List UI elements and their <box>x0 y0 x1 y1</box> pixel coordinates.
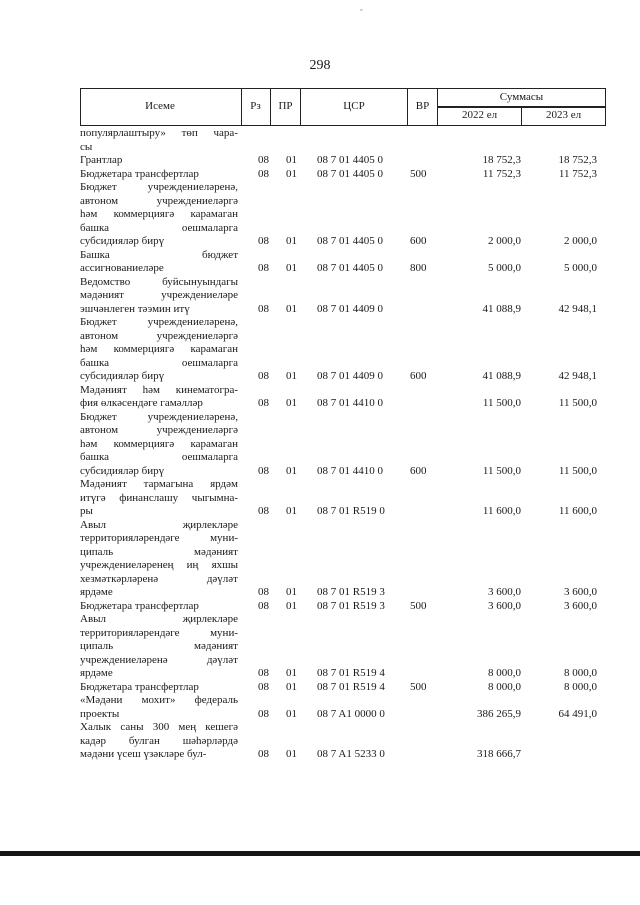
row-sum-2022: 8 000,0 <box>488 667 521 679</box>
row-name-line <box>80 316 238 330</box>
row-rz: 08 <box>258 370 269 382</box>
row-sum-2023: 11 600,0 <box>558 505 597 517</box>
row-name-line <box>80 289 238 303</box>
row-name-word: мең <box>178 721 197 733</box>
row-name-word: Бюджет <box>80 410 117 423</box>
row-vr: 600 <box>410 235 427 247</box>
table-row <box>80 613 606 681</box>
row-name-word: башка <box>80 356 110 369</box>
row-name-line: ры <box>80 505 93 517</box>
table-row <box>80 721 606 762</box>
row-name-line: ярдәме <box>80 586 113 598</box>
row-name-word: мохит» <box>141 694 176 706</box>
table-row <box>80 168 606 182</box>
row-name-word: төп <box>181 127 198 139</box>
row-name-word: тармагына <box>143 478 194 490</box>
row-name <box>80 181 238 249</box>
row-name-word: яхшы <box>211 559 238 571</box>
row-name-word: Бюджет <box>80 316 117 328</box>
row-csr: 08 7 01 R519 3 <box>317 599 385 612</box>
row-name-line: сы <box>80 140 93 153</box>
row-pr: 01 <box>286 505 297 517</box>
row-pr: 01 <box>286 748 297 760</box>
row-csr: 08 7 A1 0000 0 <box>317 707 385 720</box>
row-name-line <box>80 573 238 587</box>
row-name-word: учреждениеләренә, <box>147 316 238 328</box>
row-name-line <box>80 654 238 668</box>
row-rz: 08 <box>258 748 269 760</box>
row-name-word: җирлекләре <box>182 613 238 625</box>
row-name-word: Авыл <box>80 518 107 531</box>
row-pr: 01 <box>286 707 297 720</box>
row-name-word: территорияләрендәге <box>80 626 180 639</box>
row-name-line <box>80 181 238 195</box>
row-name <box>80 276 238 317</box>
table-row <box>80 276 606 317</box>
row-name-line <box>80 127 238 141</box>
row-sum-2022: 3 600,0 <box>488 586 521 598</box>
row-name-word: башка <box>80 451 110 463</box>
row-csr: 08 7 01 R519 4 <box>317 667 385 679</box>
row-name-word: һәм <box>80 343 98 355</box>
row-name-word: 300 <box>152 721 170 733</box>
row-name-word: оешмаларга <box>181 451 238 463</box>
row-name-word: мәдәният <box>80 289 124 301</box>
row-name-word: булган <box>128 734 160 747</box>
row-sum-2023: 3 600,0 <box>564 599 597 612</box>
row-name-word: автоном <box>80 194 119 207</box>
row-rz: 08 <box>258 302 269 315</box>
row-name-line <box>80 451 238 465</box>
row-rz: 08 <box>258 235 269 247</box>
bottom-scan-edge <box>0 851 640 856</box>
row-sum-2023: 5 000,0 <box>564 262 597 274</box>
row-name-word: дәүләт <box>206 653 238 666</box>
row-name-word: шәһәрләрдә <box>182 734 238 747</box>
row-sum-2023: 11 752,3 <box>558 167 597 180</box>
row-sum-2023: 64 491,0 <box>558 707 597 720</box>
row-name-word: дәүләт <box>206 572 238 585</box>
row-name-line: субсидияләр бирү <box>80 370 165 382</box>
row-pr: 01 <box>286 154 297 166</box>
row-name-word: итүгә <box>80 491 106 504</box>
row-pr: 01 <box>286 397 297 409</box>
row-name-word: Халык <box>80 721 112 733</box>
row-name-line <box>80 222 238 236</box>
row-name-word: автоном <box>80 329 119 342</box>
row-csr: 08 7 01 4405 0 <box>317 167 383 180</box>
row-name-word: оешмаларга <box>181 221 238 234</box>
row-vr: 500 <box>410 599 427 612</box>
row-name-line <box>80 343 238 357</box>
row-csr: 08 7 01 4409 0 <box>317 302 383 315</box>
table-row <box>80 127 606 154</box>
table-row <box>80 478 606 519</box>
row-sum-2023: 11 500,0 <box>558 397 597 409</box>
row-sum-2022: 11 752,3 <box>482 167 521 180</box>
row-name-line <box>80 478 238 492</box>
row-name-line <box>80 276 238 290</box>
table-row <box>80 600 606 614</box>
row-sum-2023: 8 000,0 <box>564 667 597 679</box>
row-name-word: ярдәм <box>210 478 238 490</box>
row-name-word: Ведомство <box>80 275 131 288</box>
table-row <box>80 154 606 168</box>
row-name-line <box>80 735 238 749</box>
row-rz: 08 <box>258 505 269 517</box>
row-name-word: учреждениеләргә <box>156 424 238 436</box>
header-csr: ЦСР <box>343 100 365 112</box>
row-rz: 08 <box>258 397 269 409</box>
table-row <box>80 694 606 721</box>
row-name-line <box>80 492 238 506</box>
row-rz: 08 <box>258 667 269 679</box>
row-sum-2023: 42 948,1 <box>558 302 597 315</box>
row-name <box>80 154 238 168</box>
row-name-word: һәм <box>142 383 160 396</box>
row-name-word: бюджет <box>202 248 238 261</box>
row-name-line <box>80 694 238 708</box>
row-csr: 08 7 01 R519 3 <box>317 586 385 598</box>
row-name <box>80 478 238 519</box>
header-vr: ВР <box>415 100 430 112</box>
table-row <box>80 519 606 600</box>
row-name-line: Бюджетара трансфертлар <box>80 167 199 180</box>
row-name-word: территорияләрендәге <box>80 532 180 544</box>
row-sum-2022: 11 500,0 <box>482 464 521 477</box>
header-name: Исеме <box>145 100 175 112</box>
row-sum-2022: 11 500,0 <box>482 397 521 409</box>
row-rz: 08 <box>258 464 269 477</box>
row-name-word: мәдәният <box>194 640 238 652</box>
row-name-line <box>80 640 238 654</box>
row-pr: 01 <box>286 599 297 612</box>
row-csr: 08 7 01 4405 0 <box>317 235 383 247</box>
row-name-line: субсидияләр бирү <box>80 235 165 247</box>
row-csr: 08 7 01 4410 0 <box>317 397 383 409</box>
row-name-line: Бюджетара трансфертлар <box>80 599 199 612</box>
row-name-line <box>80 721 238 735</box>
row-name-line <box>80 559 238 573</box>
row-sum-2022: 2 000,0 <box>488 235 521 247</box>
table-row <box>80 411 606 479</box>
row-rz: 08 <box>258 707 269 720</box>
row-vr: 500 <box>410 680 427 693</box>
table-header <box>80 88 606 126</box>
row-name-line <box>80 411 238 425</box>
table-row <box>80 316 606 384</box>
row-name-line <box>80 546 238 560</box>
row-name-word: һәм <box>80 437 98 450</box>
row-sum-2022: 8 000,0 <box>488 680 521 693</box>
row-sum-2022: 11 600,0 <box>482 505 521 517</box>
row-name-word: карамаган <box>190 343 238 355</box>
row-name-word: Мәдәният <box>80 478 127 490</box>
row-rz: 08 <box>258 154 269 166</box>
row-name-word: финанслашу <box>119 491 179 504</box>
row-name-line <box>80 519 238 533</box>
row-name-word: учреждениеләренә, <box>147 181 238 193</box>
row-pr: 01 <box>286 586 297 598</box>
row-sum-2023: 11 500,0 <box>558 464 597 477</box>
row-name-line <box>80 613 238 627</box>
row-rz: 08 <box>258 262 269 274</box>
row-sum-2022: 41 088,9 <box>482 302 521 315</box>
row-sum-2022: 5 000,0 <box>488 262 521 274</box>
row-name-word: мәдәният <box>194 545 238 558</box>
header-pr: ПР <box>278 100 293 112</box>
row-name-line <box>80 384 238 398</box>
row-csr: 08 7 A1 5233 0 <box>317 748 385 760</box>
row-vr: 600 <box>410 370 427 382</box>
row-name <box>80 721 238 762</box>
row-vr: 800 <box>410 262 427 274</box>
row-name-word: чара- <box>213 127 238 139</box>
row-name <box>80 600 238 614</box>
row-csr: 08 7 01 4405 0 <box>317 262 383 274</box>
row-name <box>80 249 238 276</box>
row-name-line <box>80 330 238 344</box>
row-pr: 01 <box>286 667 297 679</box>
row-name-line: субсидияләр бирү <box>80 464 165 477</box>
row-name-word: башка <box>80 221 110 234</box>
row-name-line <box>80 357 238 371</box>
row-name-word: Бюджет <box>80 181 117 193</box>
row-name-word: коммерциягә <box>113 208 175 220</box>
page-number: 298 <box>309 58 331 73</box>
row-name-word: федераль <box>194 694 238 706</box>
row-name-word: иң <box>186 559 199 571</box>
table-row <box>80 384 606 411</box>
row-name-word: һәм <box>80 208 98 220</box>
row-pr: 01 <box>286 235 297 247</box>
row-name <box>80 127 238 154</box>
row-pr: 01 <box>286 262 297 274</box>
row-name-word: кешегә <box>205 721 238 733</box>
row-name-word: ципаль <box>80 640 114 652</box>
row-name-word: коммерциягә <box>113 343 175 355</box>
row-name-word: кадәр <box>80 734 107 747</box>
header-rz: Рз <box>250 100 261 112</box>
row-name-line: ярдәме <box>80 667 113 679</box>
row-name-word: автоном <box>80 424 119 436</box>
row-rz: 08 <box>258 586 269 598</box>
row-name-word: муни- <box>210 626 238 639</box>
row-name-word: учреждениеләре <box>161 289 238 301</box>
row-name-word: карамаган <box>190 437 238 450</box>
row-name-line: Бюджетара трансфертлар <box>80 680 199 693</box>
row-sum-2023: 3 600,0 <box>564 586 597 598</box>
row-pr: 01 <box>286 464 297 477</box>
row-name-line <box>80 424 238 438</box>
row-name-word: учреждениеләренә, <box>147 410 238 423</box>
row-pr: 01 <box>286 167 297 180</box>
row-pr: 01 <box>286 680 297 693</box>
row-csr: 08 7 01 4405 0 <box>317 154 383 166</box>
row-name-word: җирлекләре <box>182 518 238 531</box>
row-sum-2022: 386 265,9 <box>477 707 521 720</box>
row-csr: 08 7 01 R519 0 <box>317 505 385 517</box>
table-row <box>80 681 606 695</box>
row-name-line: ассигнованиеләре <box>80 262 164 274</box>
row-sum-2022: 3 600,0 <box>488 599 521 612</box>
row-name-line <box>80 195 238 209</box>
row-name-word: учреждениеләргә <box>156 194 238 207</box>
scan-mark: ˇ <box>360 8 363 17</box>
row-name-word: кинематогра- <box>175 383 238 396</box>
row-name-line: фия өлкәсендәге гамәлләр <box>80 397 203 409</box>
row-name-word: муни- <box>210 532 238 544</box>
row-vr: 500 <box>410 167 427 180</box>
row-name-word: буйсынуындагы <box>162 275 238 288</box>
row-name-word: Башка <box>80 248 110 261</box>
row-name-word: саны <box>120 721 144 733</box>
row-name-line <box>80 438 238 452</box>
row-name-line <box>80 208 238 222</box>
row-rz: 08 <box>258 599 269 612</box>
row-name-word: ципаль <box>80 545 114 558</box>
row-name-word: Мәдәният <box>80 383 127 396</box>
table-row <box>80 181 606 249</box>
row-name-word: хезмәткәрләренә <box>80 572 159 585</box>
row-name-word: чыгымна- <box>191 491 238 504</box>
row-sum-2023: 2 000,0 <box>564 235 597 247</box>
row-name-word: карамаган <box>190 208 238 220</box>
row-name <box>80 694 238 721</box>
row-name <box>80 384 238 411</box>
row-sum-2023: 42 948,1 <box>558 370 597 382</box>
header-2023: 2023 ел <box>545 109 582 121</box>
row-name-word: «Мәдәни <box>80 694 123 706</box>
header-2022: 2022 ел <box>461 109 498 121</box>
row-name <box>80 681 238 695</box>
row-name-line <box>80 532 238 546</box>
row-name-word: учреждениеләренең <box>80 559 174 571</box>
row-name-line <box>80 249 238 263</box>
row-name-word: Авыл <box>80 613 107 625</box>
row-csr: 08 7 01 4410 0 <box>317 464 383 477</box>
row-rz: 08 <box>258 680 269 693</box>
row-name <box>80 168 238 182</box>
row-csr: 08 7 01 R519 4 <box>317 680 385 693</box>
row-vr: 600 <box>410 464 427 477</box>
row-name-word: учреждениеләргә <box>156 329 238 342</box>
row-name <box>80 519 238 600</box>
row-name-line <box>80 627 238 641</box>
row-name-word: учреждениеләренә <box>80 653 168 666</box>
row-name <box>80 411 238 479</box>
row-name <box>80 613 238 681</box>
row-sum-2023: 18 752,3 <box>558 154 597 166</box>
row-sum-2022: 41 088,9 <box>482 370 521 382</box>
row-name-line: мәдәни үсеш үзәкләре бул- <box>80 748 207 760</box>
table-row <box>80 249 606 276</box>
header-sums: Суммасы <box>499 91 544 103</box>
row-csr: 08 7 01 4409 0 <box>317 370 383 382</box>
row-rz: 08 <box>258 167 269 180</box>
table-body <box>80 127 606 762</box>
row-name-word: популярлаштыру» <box>80 127 166 139</box>
row-pr: 01 <box>286 302 297 315</box>
row-name <box>80 316 238 384</box>
row-pr: 01 <box>286 370 297 382</box>
row-name-line: эшчәнлеген тәэмин итү <box>80 302 190 315</box>
row-sum-2022: 18 752,3 <box>482 154 521 166</box>
row-name-word: оешмаларга <box>181 356 238 369</box>
row-name-word: коммерциягә <box>113 437 175 450</box>
row-sum-2023: 8 000,0 <box>564 680 597 693</box>
row-name-line: Грантлар <box>80 154 123 166</box>
row-sum-2022: 318 666,7 <box>477 748 521 760</box>
row-name-line: проекты <box>80 707 120 720</box>
